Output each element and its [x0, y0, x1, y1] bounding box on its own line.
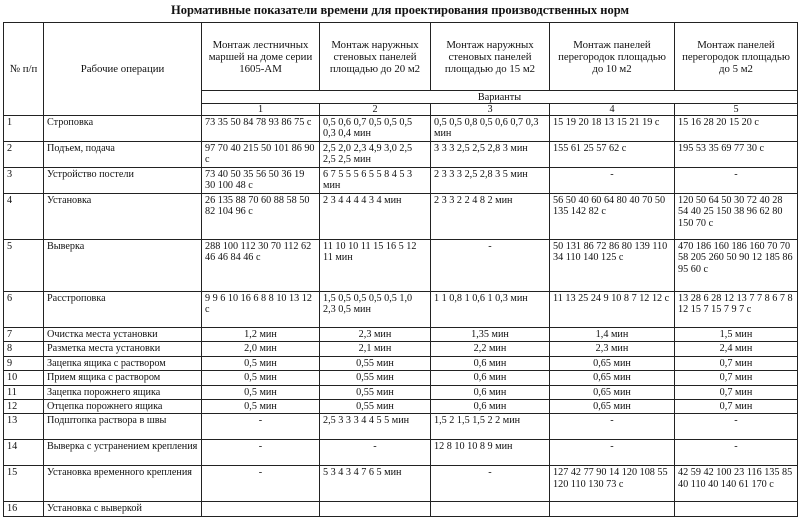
row-value-variant-4: 0,65 мин: [550, 356, 675, 370]
row-value-variant-2: 0,5 0,6 0,7 0,5 0,5 0,5 0,3 0,4 мин: [320, 116, 431, 142]
table-row: [4, 142, 798, 168]
table-row: [4, 356, 798, 370]
row-number: 16: [4, 502, 44, 516]
header-ops: Рабочие операции: [44, 23, 202, 116]
row-value-variant-3: 1 1 0,8 1 0,6 1 0,3 мин: [431, 292, 550, 328]
row-value-variant-5: [675, 502, 798, 516]
header-col-5: Монтаж панелей перегородок площадью до 5 м2: [675, 23, 798, 91]
row-number: 15: [4, 466, 44, 502]
row-value-variant-3: 0,6 мин: [431, 356, 550, 370]
table-row: [4, 116, 798, 142]
row-value-variant-1: 0,5 мин: [202, 356, 320, 370]
row-number: 1: [4, 116, 44, 142]
row-value-variant-5: 120 50 64 50 30 72 40 28 54 40 25 150 38 96 62 80 150 70 с: [675, 194, 798, 240]
row-value-variant-3: [431, 502, 550, 516]
header-num: № п/п: [4, 23, 44, 116]
row-value-variant-5: 1,5 мин: [675, 328, 798, 342]
row-value-variant-5: 2,4 мин: [675, 342, 798, 356]
row-value-variant-2: 5 3 4 3 4 7 6 5 мин: [320, 466, 431, 502]
row-number: 10: [4, 371, 44, 385]
row-number: 14: [4, 440, 44, 466]
row-value-variant-5: -: [675, 168, 798, 194]
row-value-variant-5: -: [675, 414, 798, 440]
row-value-variant-4: -: [550, 414, 675, 440]
table-row: [4, 502, 798, 516]
row-value-variant-1: 0,5 мин: [202, 371, 320, 385]
row-value-variant-3: 3 3 3 2,5 2,5 2,8 3 мин: [431, 142, 550, 168]
header-variants: Варианты: [202, 91, 798, 104]
row-number: 13: [4, 414, 44, 440]
row-operation: Выверка с устранением крепления: [44, 440, 202, 466]
row-value-variant-3: 0,5 0,5 0,8 0,5 0,6 0,7 0,3 мин: [431, 116, 550, 142]
row-value-variant-5: 15 16 28 20 15 20 с: [675, 116, 798, 142]
row-value-variant-4: 56 50 40 60 64 80 40 70 50 135 142 82 с: [550, 194, 675, 240]
row-value-variant-5: -: [675, 440, 798, 466]
row-value-variant-1: 0,5 мин: [202, 385, 320, 399]
row-operation: Устройство постели: [44, 168, 202, 194]
header-col-3: Монтаж наружных стеновых панелей площадью до 15 м2: [431, 23, 550, 91]
row-value-variant-5: 13 28 6 28 12 13 7 7 8 6 7 8 12 15 7 15 7 9 7 с: [675, 292, 798, 328]
row-value-variant-3: 2 3 3 2 2 4 8 2 мин: [431, 194, 550, 240]
row-value-variant-3: 0,6 мин: [431, 385, 550, 399]
row-value-variant-2: [320, 502, 431, 516]
row-value-variant-2: 6 7 5 5 5 6 5 5 8 4 5 3 мин: [320, 168, 431, 194]
row-value-variant-4: 2,3 мин: [550, 342, 675, 356]
row-value-variant-1: 73 35 50 84 78 93 86 75 с: [202, 116, 320, 142]
row-number: 9: [4, 356, 44, 370]
row-value-variant-1: 26 135 88 70 60 88 58 50 82 104 96 с: [202, 194, 320, 240]
row-value-variant-3: -: [431, 240, 550, 292]
row-value-variant-3: 1,35 мин: [431, 328, 550, 342]
row-number: 6: [4, 292, 44, 328]
row-value-variant-2: 0,55 мин: [320, 400, 431, 414]
row-value-variant-1: 0,5 мин: [202, 400, 320, 414]
variant-num-5: 5: [675, 104, 798, 116]
table-row: [4, 414, 798, 440]
row-operation: Установка с выверкой: [44, 502, 202, 516]
row-value-variant-5: 42 59 42 100 23 116 135 85 40 110 40 140 61 170 с: [675, 466, 798, 502]
row-operation: Строповка: [44, 116, 202, 142]
row-value-variant-4: 11 13 25 24 9 10 8 7 12 12 с: [550, 292, 675, 328]
table-row: [4, 385, 798, 399]
row-operation: Расстроповка: [44, 292, 202, 328]
table-row: [4, 240, 798, 292]
row-value-variant-5: 0,7 мин: [675, 356, 798, 370]
row-operation: Подъем, подача: [44, 142, 202, 168]
table-row: [4, 400, 798, 414]
header-col-2: Монтаж наружных стеновых панелей площадью до 20 м2: [320, 23, 431, 91]
row-value-variant-1: -: [202, 466, 320, 502]
row-operation: Разметка места установки: [44, 342, 202, 356]
row-value-variant-5: 470 186 160 186 160 70 70 58 205 260 50 90 12 185 86 95 60 с: [675, 240, 798, 292]
row-value-variant-1: -: [202, 440, 320, 466]
row-value-variant-2: 2 3 4 4 4 4 3 4 мин: [320, 194, 431, 240]
row-value-variant-4: [550, 502, 675, 516]
row-value-variant-4: 0,65 мин: [550, 385, 675, 399]
row-operation: Установка: [44, 194, 202, 240]
table-row: [4, 371, 798, 385]
row-value-variant-5: 0,7 мин: [675, 371, 798, 385]
row-value-variant-3: 2 3 3 3 2,5 2,8 3 5 мин: [431, 168, 550, 194]
row-value-variant-2: 0,55 мин: [320, 356, 431, 370]
table-row: [4, 194, 798, 240]
row-value-variant-1: [202, 502, 320, 516]
row-value-variant-4: 50 131 86 72 86 80 139 110 34 110 140 125 с: [550, 240, 675, 292]
row-number: 3: [4, 168, 44, 194]
row-value-variant-3: 1,5 2 1,5 1,5 2 2 мин: [431, 414, 550, 440]
row-value-variant-4: 0,65 мин: [550, 400, 675, 414]
row-number: 12: [4, 400, 44, 414]
row-value-variant-2: 0,55 мин: [320, 371, 431, 385]
row-operation: Выверка: [44, 240, 202, 292]
row-operation: Прием ящика с раствором: [44, 371, 202, 385]
header-col-1: Монтаж лестничных маршей на доме серии 1605-АМ: [202, 23, 320, 91]
row-value-variant-4: 127 42 77 90 14 120 108 55 120 110 130 73 с: [550, 466, 675, 502]
row-value-variant-1: 2,0 мин: [202, 342, 320, 356]
table-body: [4, 116, 798, 517]
header-col-4: Монтаж панелей перегородок площадью до 10 м2: [550, 23, 675, 91]
table-row: [4, 440, 798, 466]
row-value-variant-5: 195 53 35 69 77 30 с: [675, 142, 798, 168]
row-number: 7: [4, 328, 44, 342]
row-value-variant-1: 288 100 112 30 70 112 62 46 46 84 46 с: [202, 240, 320, 292]
row-operation: Очистка места установки: [44, 328, 202, 342]
row-value-variant-4: 0,65 мин: [550, 371, 675, 385]
row-value-variant-3: -: [431, 466, 550, 502]
row-value-variant-5: 0,7 мин: [675, 400, 798, 414]
row-operation: Зацепка порожнего ящика: [44, 385, 202, 399]
row-value-variant-2: 0,55 мин: [320, 385, 431, 399]
row-value-variant-1: 97 70 40 215 50 101 86 90 с: [202, 142, 320, 168]
row-operation: Подштопка раствора в швы: [44, 414, 202, 440]
row-value-variant-1: 9 9 6 10 16 6 8 8 10 13 12 с: [202, 292, 320, 328]
table-row: [4, 292, 798, 328]
row-number: 4: [4, 194, 44, 240]
row-number: 11: [4, 385, 44, 399]
row-value-variant-2: -: [320, 440, 431, 466]
variant-num-2: 2: [320, 104, 431, 116]
row-value-variant-3: 2,2 мин: [431, 342, 550, 356]
row-operation: Отцепка порожнего ящика: [44, 400, 202, 414]
table-row: [4, 168, 798, 194]
table-row: [4, 328, 798, 342]
row-value-variant-2: 2,1 мин: [320, 342, 431, 356]
row-value-variant-1: 1,2 мин: [202, 328, 320, 342]
row-value-variant-4: 1,4 мин: [550, 328, 675, 342]
row-value-variant-4: 155 61 25 57 62 с: [550, 142, 675, 168]
row-value-variant-3: 12 8 10 10 8 9 мин: [431, 440, 550, 466]
row-value-variant-4: 15 19 20 18 13 15 21 19 с: [550, 116, 675, 142]
table-row: [4, 342, 798, 356]
row-value-variant-2: 2,3 мин: [320, 328, 431, 342]
row-value-variant-2: 2,5 3 3 3 4 4 5 5 мин: [320, 414, 431, 440]
row-number: 8: [4, 342, 44, 356]
norms-table: [3, 22, 798, 517]
row-operation: Установка временного крепления: [44, 466, 202, 502]
row-value-variant-5: 0,7 мин: [675, 385, 798, 399]
row-value-variant-2: 2,5 2,0 2,3 4,9 3,0 2,5 2,5 2,5 мин: [320, 142, 431, 168]
row-value-variant-1: 73 40 50 35 56 50 36 19 30 100 48 с: [202, 168, 320, 194]
row-value-variant-4: -: [550, 440, 675, 466]
row-value-variant-3: 0,6 мин: [431, 400, 550, 414]
row-value-variant-2: 1,5 0,5 0,5 0,5 0,5 1,0 2,3 0,5 мин: [320, 292, 431, 328]
row-value-variant-3: 0,6 мин: [431, 371, 550, 385]
row-value-variant-4: -: [550, 168, 675, 194]
row-value-variant-1: -: [202, 414, 320, 440]
header-row: [4, 23, 798, 91]
variant-num-3: 3: [431, 104, 550, 116]
row-number: 5: [4, 240, 44, 292]
variant-num-1: 1: [202, 104, 320, 116]
row-operation: Зацепка ящика с раствором: [44, 356, 202, 370]
page-title: Нормативные показатели времени для проектирования производственных норм: [170, 3, 630, 17]
variant-num-4: 4: [550, 104, 675, 116]
row-number: 2: [4, 142, 44, 168]
row-value-variant-2: 11 10 10 11 15 16 5 12 11 мин: [320, 240, 431, 292]
